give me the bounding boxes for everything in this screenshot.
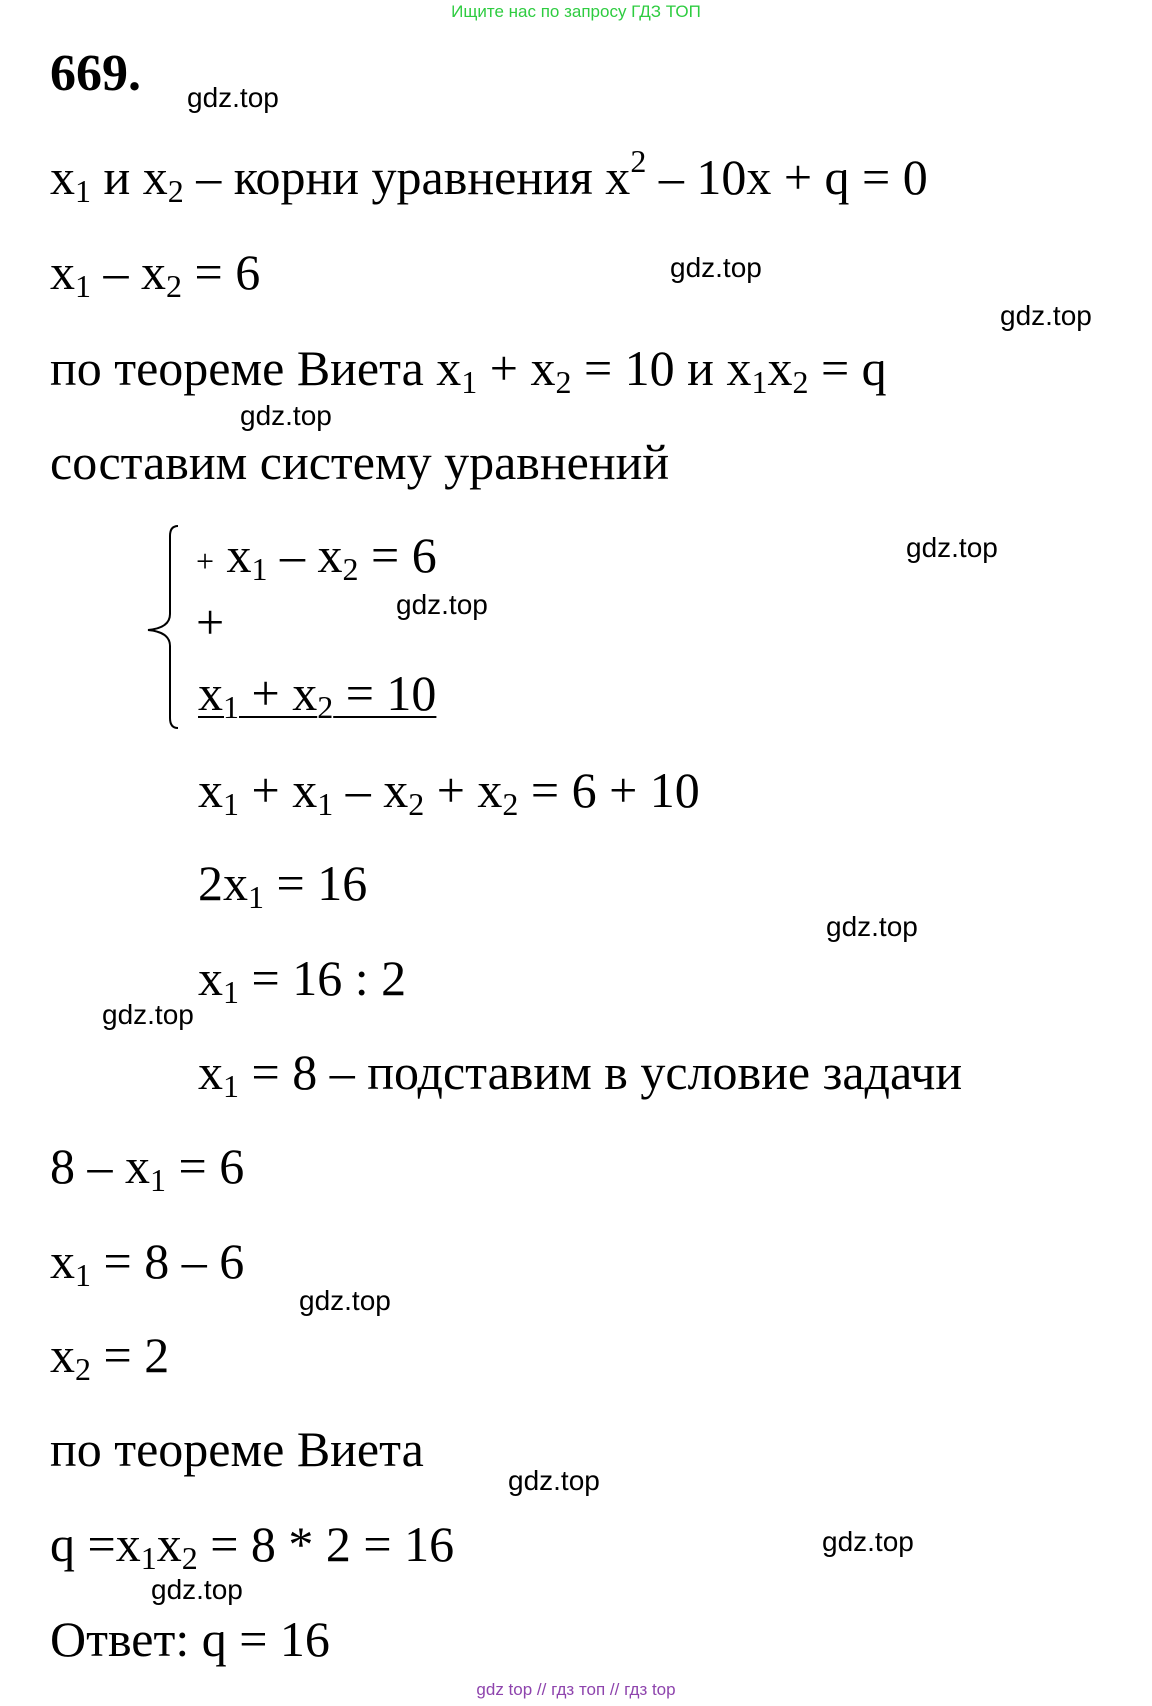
watermark: gdz.top: [151, 1574, 243, 1605]
watermark: gdz.top: [508, 1465, 600, 1496]
line-8: $x_1 = 8$ – подставим в условие задачи: [198, 1044, 963, 1104]
system-line-1: + $x_1 - x_2 = 6$: [196, 527, 437, 587]
watermark: gdz.top: [187, 82, 279, 113]
line-5: $x_1 + x_1 - x_2 + x_2 = 6 + 10$: [198, 762, 700, 822]
watermark: gdz.top: [906, 532, 998, 563]
watermark: gdz.top: [1000, 300, 1092, 331]
watermark: gdz.top: [822, 1526, 914, 1557]
system-plus: +: [196, 594, 225, 650]
line-11: $x_2 = 2$: [50, 1327, 170, 1387]
system-brace-icon: [142, 522, 182, 732]
watermark: gdz.top: [826, 911, 918, 942]
line-2: $x_1 - x_2 = 6$: [50, 244, 261, 304]
footer-links: gdz top // гдз топ // гдз top: [476, 1680, 676, 1699]
line-9: $8 - x_1 = 6$: [50, 1138, 245, 1198]
watermark: gdz.top: [396, 589, 488, 620]
top-banner: Ищите нас по запросу ГДЗ ТОП: [451, 2, 701, 21]
watermark: gdz.top: [102, 999, 194, 1030]
line-10: $x_1 = 8 - 6$: [50, 1233, 245, 1293]
line-1: $x_1$ и $x_2$ – корни уравнения $x^2 - 10x + q = 0$: [50, 143, 928, 209]
line-13: $q =x_1x_2 = 8 * 2 = 16$: [50, 1516, 455, 1576]
line-7: $x_1 = 16$ : 2: [198, 950, 407, 1010]
line-3: по теореме Виета $x_1 + x_2 = 10$ и $x_1x_2 = q$: [50, 340, 887, 400]
system-line-2: $x_1 + x_2 = 10$: [198, 665, 437, 725]
line-4: составим систему уравнений: [50, 434, 670, 490]
line-6: $2x_1 = 16$: [198, 855, 368, 915]
line-12: по теореме Виета: [50, 1421, 424, 1477]
watermark: gdz.top: [240, 400, 332, 431]
answer-line: Ответ: q = 16: [50, 1611, 330, 1667]
watermark: gdz.top: [670, 252, 762, 283]
problem-number: 669.: [50, 45, 141, 102]
watermark: gdz.top: [299, 1285, 391, 1316]
